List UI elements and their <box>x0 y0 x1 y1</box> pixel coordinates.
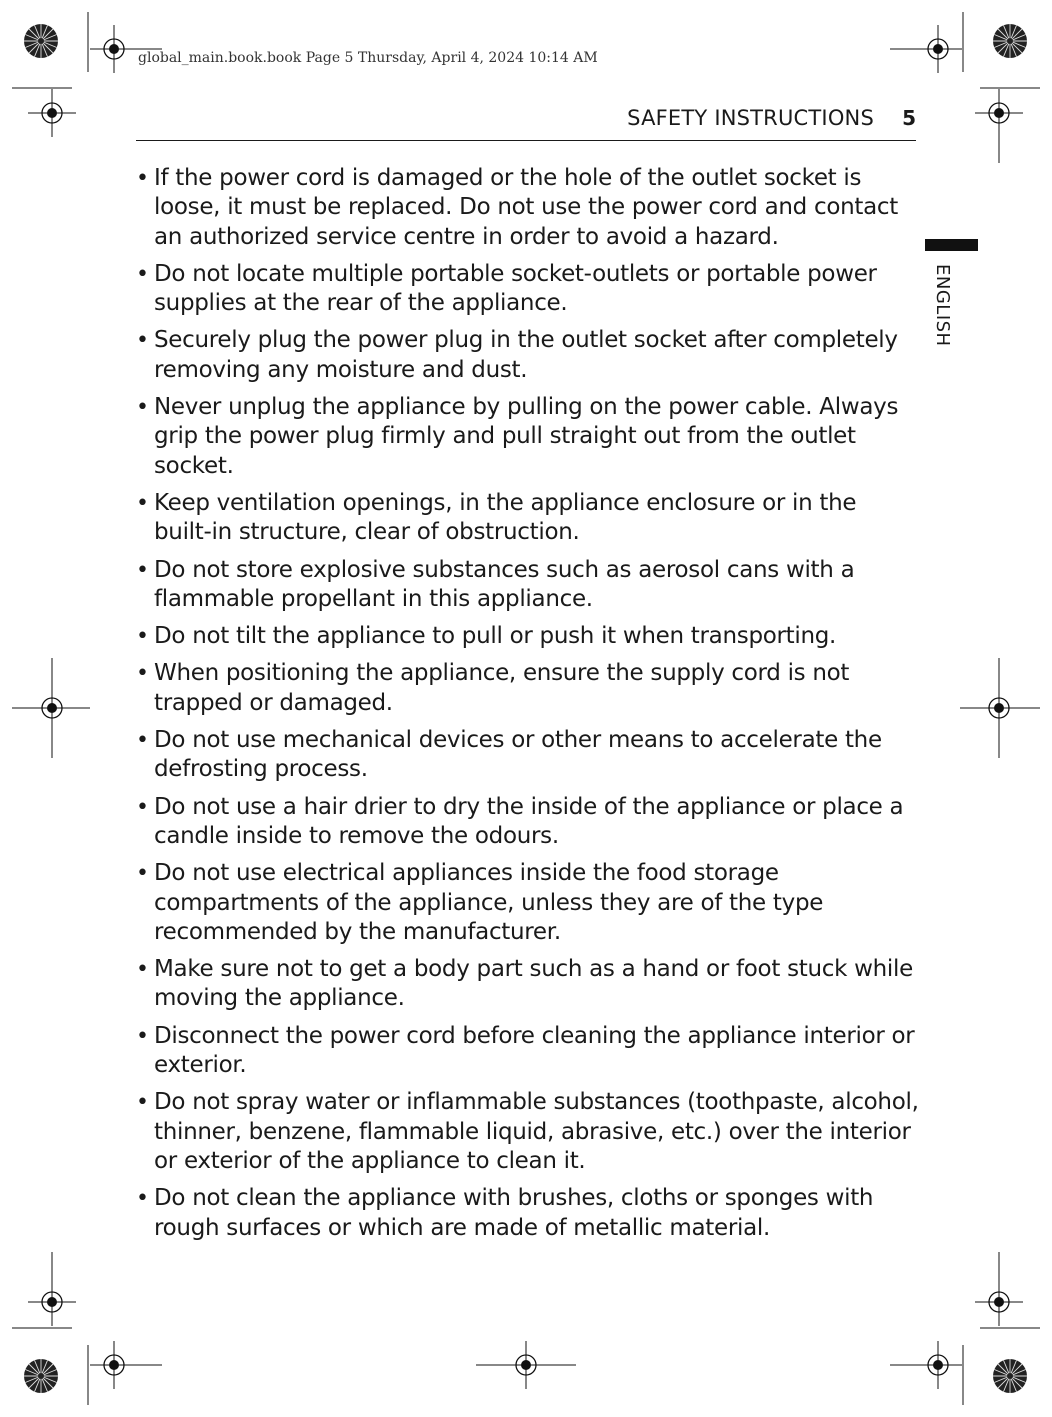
safety-bullet-list <box>136 164 920 1251</box>
bullet-icon: • <box>136 557 149 583</box>
list-item <box>136 859 920 947</box>
page-header <box>136 106 916 141</box>
list-item <box>136 1184 920 1243</box>
bullet-icon: • <box>136 1090 149 1116</box>
bullet-icon: • <box>136 395 149 421</box>
bullet-text: If the power cord is damaged or the hole of the outlet socket is loose, it must be replaced. Do not use the power cord and contact an authorized service centre in order to avoid a hazard. <box>154 165 898 250</box>
list-item <box>136 622 920 651</box>
language-tab-label: ENGLISH <box>932 264 953 347</box>
list-item <box>136 164 920 252</box>
bullet-icon: • <box>136 728 149 754</box>
list-item <box>136 955 920 1014</box>
bullet-text: Securely plug the power plug in the outlet socket after completely removing any moisture and dust. <box>154 327 898 383</box>
print-slug: global_main.book.book Page 5 Thursday, April 4, 2024 10:14 AM <box>138 50 598 66</box>
bullet-text: Do not store explosive substances such as aerosol cans with a flammable propellant in this appliance. <box>154 556 855 612</box>
bullet-text: Do not clean the appliance with brushes, cloths or sponges with rough surfaces or which are made of metallic material. <box>154 1185 874 1241</box>
bullet-icon: • <box>136 957 149 983</box>
section-title: SAFETY INSTRUCTIONS <box>627 106 874 130</box>
bullet-text: Disconnect the power cord before cleaning the appliance interior or exterior. <box>154 1022 915 1079</box>
bullet-text: Do not use a hair drier to dry the inside of the appliance or place a candle inside to remove the odours. <box>154 793 904 849</box>
bullet-icon: • <box>136 1023 149 1049</box>
bullet-icon: • <box>136 1186 149 1212</box>
list-item <box>136 326 920 385</box>
bullet-text: Never unplug the appliance by pulling on the power cable. Always grip the power plug firmly and pull straight out from the outlet socket. <box>154 394 899 479</box>
bullet-icon: • <box>136 261 149 287</box>
bullet-icon: • <box>136 624 149 650</box>
bullet-icon: • <box>136 490 149 516</box>
bullet-icon: • <box>136 328 149 354</box>
bullet-text: When positioning the appliance, ensure the supply cord is not trapped or damaged. <box>154 660 850 716</box>
list-item <box>136 489 920 548</box>
list-item <box>136 260 920 319</box>
list-item <box>136 726 920 785</box>
bullet-text: Do not use mechanical devices or other means to accelerate the defrosting process. <box>154 727 882 783</box>
bullet-text: Make sure not to get a body part such as a hand or foot stuck while moving the appliance. <box>154 956 913 1012</box>
list-item <box>136 393 920 481</box>
page-number: 5 <box>902 106 916 130</box>
list-item <box>136 1088 920 1176</box>
bullet-icon: • <box>136 661 149 687</box>
bullet-icon: • <box>136 166 149 191</box>
bullet-text: Keep ventilation openings, in the appliance enclosure or in the built-in structure, clear of obstruction. <box>154 489 857 546</box>
bullet-icon: • <box>136 861 149 887</box>
bullet-text: Do not locate multiple portable socket-outlets or portable power supplies at the rear of the appliance. <box>154 260 877 317</box>
bullet-text: Do not use electrical appliances inside the food storage compartments of the appliance, unless they are of the type recommended by the manufacturer. <box>154 860 824 945</box>
bullet-text: Do not spray water or inflammable substances (toothpaste, alcohol, thinner, benzene, flammable liquid, abrasive, etc.) over the interior or exterior of the appliance to clean it. <box>154 1089 919 1174</box>
bullet-text: Do not tilt the appliance to pull or push it when transporting. <box>154 623 837 650</box>
list-item <box>136 659 920 718</box>
list-item <box>136 1022 920 1081</box>
language-tab-bar <box>925 239 978 251</box>
list-item <box>136 793 920 852</box>
bullet-icon: • <box>136 794 149 820</box>
list-item <box>136 556 920 615</box>
